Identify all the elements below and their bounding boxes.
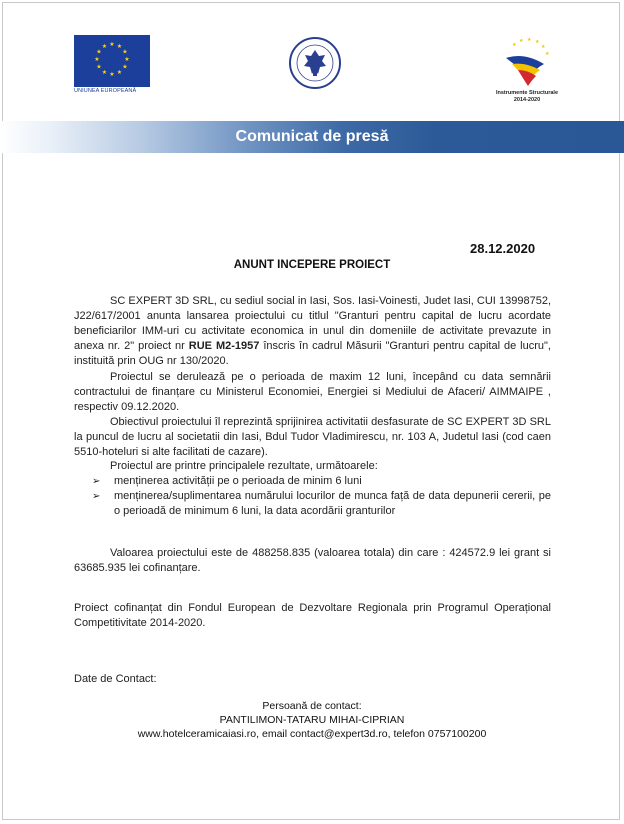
- structural-instruments-logo: [498, 34, 554, 90]
- paragraph-objective: Obiectivul proiectului îl reprezintă sprijinirea activitatii desfasurate de SC EXPERT 3D SRL la puncul de lucru al societatii din Iasi, Bdul Tudor Vladimirescu, nr. 103 A, Judetul Iasi (cod caen 5510-hoteluri si alte facilitati de cazare).: [74, 416, 551, 458]
- svg-text:★: ★: [101, 69, 108, 76]
- svg-text:★: ★: [96, 48, 102, 56]
- paragraph-results: Proiectul are printre principalele rezultate, următoarele:: [110, 460, 378, 472]
- arrow-bullet-icon: ➢: [92, 476, 101, 487]
- paragraph-value: Valoarea proiectului este de 488258.835 (valoarea totala) din care : 424572.9 lei grant si 63685.935 lei cofinanțare.: [74, 547, 551, 574]
- svg-text:★: ★: [109, 41, 115, 48]
- svg-text:★: ★: [116, 69, 123, 76]
- paragraph-intro-part1: SC EXPERT 3D SRL, cu sediul social in Iasi, Sos. Iasi-Voinesti, Judet Iasi, CUI 13998752, J22/617/2001 anunta lansarea proiectului cu titlul "Granturi pentru capital de lucru acordate beneficiarilor IMM-uri cu activitate economica in unul din domeniile de activitate prevazute in anexa nr. 2" proiect nr: [74, 295, 551, 352]
- svg-text:★: ★: [545, 51, 550, 57]
- project-code: RUE M2-1957: [188, 340, 260, 352]
- svg-text:★: ★: [96, 63, 102, 71]
- svg-text:★: ★: [541, 44, 546, 50]
- paragraph-intro: [74, 294, 551, 369]
- contact-block: [0, 699, 624, 741]
- svg-text:★: ★: [109, 71, 115, 78]
- svg-text:★: ★: [535, 39, 540, 45]
- svg-text:★: ★: [116, 43, 123, 50]
- contact-details: www.hotelceramicaiasi.ro, email contact@expert3d.ro, telefon 0757100200: [137, 728, 487, 740]
- svg-text:★: ★: [122, 63, 128, 71]
- paragraph-duration: Proiectul se derulează pe o perioada de maxim 12 luni, începând cu data semnării contractului de finanțare cu Ministerul Economiei, Energiei si Mediului de Afaceri/ AIMMAIPE , respectiv 09.12.2020.: [74, 371, 551, 413]
- paragraph-intro-part2: înscris în cadrul Măsurii "Granturi pentru capital de lucru", instituită prin OUG nr 130/2020.: [74, 340, 551, 367]
- paragraph-funding: Proiect cofinanțat din Fondul European de Dezvoltare Regionala prin Programul Operațional Competitivitate 2014-2020.: [74, 602, 551, 629]
- document-title: ANUNT INCEPERE PROIECT: [233, 259, 391, 271]
- banner-title: Comunicat de presă: [235, 128, 389, 145]
- svg-text:★: ★: [124, 56, 130, 63]
- eu-flag-logo: [74, 35, 150, 87]
- eu-label: UNIUNEA EUROPEANĂ: [74, 88, 137, 94]
- list-item-text: menținerea activității pe o perioada de minim 6 luni: [114, 475, 362, 487]
- svg-text:★: ★: [122, 48, 128, 56]
- contact-person-name: PANTILIMON-TATARU MIHAI-CIPRIAN: [219, 714, 405, 726]
- structural-instruments-label: [474, 90, 580, 104]
- government-seal-logo: [288, 36, 342, 90]
- svg-text:★: ★: [527, 37, 532, 43]
- svg-text:★: ★: [512, 42, 517, 48]
- structural-label-line1: Instrumente Structurale: [495, 90, 559, 96]
- svg-text:★: ★: [519, 38, 524, 44]
- contact-person-label: Persoană de contact:: [262, 700, 362, 712]
- contact-heading: Date de Contact:: [74, 673, 157, 685]
- list-item: [74, 474, 551, 489]
- list-item-text: menținerea/suplimentarea numărului locurilor de munca față de data depunerii cererii, pe o perioadă de minimum 6 luni, la data acordării granturilor: [114, 490, 551, 517]
- results-list: [74, 474, 551, 519]
- structural-label-line2: 2014-2020: [513, 97, 541, 103]
- svg-text:★: ★: [101, 43, 108, 50]
- arrow-bullet-icon: ➢: [92, 491, 101, 502]
- svg-text:★: ★: [94, 56, 100, 63]
- list-item: [74, 489, 551, 519]
- document-date: 28.12.2020: [470, 241, 536, 256]
